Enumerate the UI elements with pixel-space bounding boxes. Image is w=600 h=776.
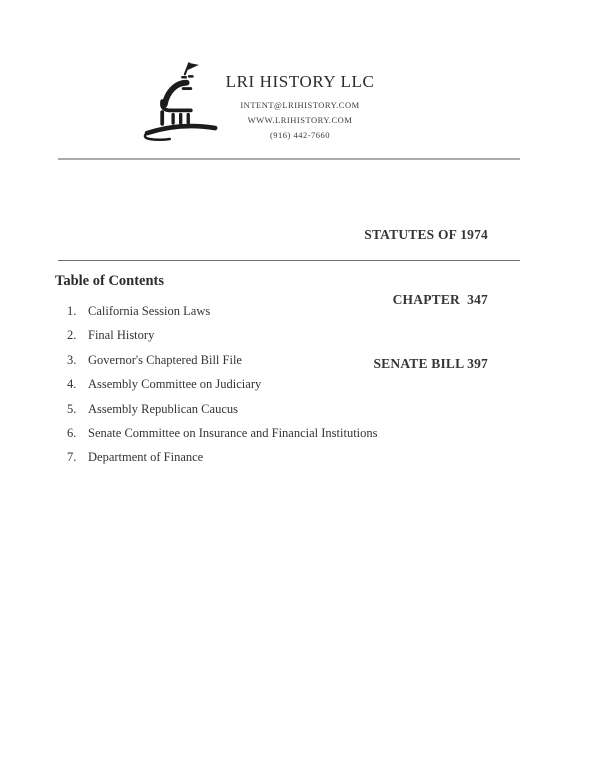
company-website: WWW.LRIHISTORY.COM: [247, 115, 353, 125]
statute-bill-line: SENATE BILL 397: [373, 356, 488, 371]
statute-year-line: STATUTES OF 1974: [364, 227, 488, 242]
company-email: INTENT@LRIHISTORY.COM: [240, 100, 360, 110]
toc-item-label: Department of Finance: [88, 450, 204, 465]
toc-item-number: 6.: [67, 425, 77, 440]
letterhead-text: [150, 72, 450, 143]
toc-item-label: Governor's Chaptered Bill File: [88, 352, 242, 367]
toc-item-6: [67, 425, 378, 449]
toc-item-number: 5.: [67, 401, 77, 416]
toc-item-number: 1.: [67, 304, 77, 318]
company-phone: (916) 442-7660: [269, 130, 331, 140]
statute-chapter-line: CHAPTER 347: [392, 291, 488, 307]
toc-item-number: 2.: [67, 328, 77, 343]
toc-item-number: 7.: [67, 450, 77, 465]
toc-item-label: California Session Laws: [88, 304, 211, 318]
toc-item-5: [67, 401, 378, 425]
toc-item-label: Assembly Committee on Judiciary: [88, 377, 262, 392]
toc-item-7: [67, 449, 378, 473]
toc-item-2: [67, 327, 378, 351]
toc-item-number: 3.: [67, 352, 77, 367]
toc-title: Table of Contents: [55, 273, 165, 289]
toc-item-3: [67, 352, 378, 376]
company-name: LRI HISTORY LLC: [225, 72, 375, 91]
toc-item-label: Senate Committee on Insurance and Financial Institutions: [88, 425, 378, 440]
toc-item-1: [67, 303, 378, 327]
toc-list: [67, 303, 378, 474]
divider-top: [58, 158, 520, 160]
toc-item-label: Final History: [88, 328, 155, 343]
statute-reference: [364, 181, 488, 418]
toc-item-4: [67, 376, 378, 400]
toc-item-number: 4.: [67, 377, 77, 392]
toc-item-label: Assembly Republican Caucus: [88, 401, 238, 416]
